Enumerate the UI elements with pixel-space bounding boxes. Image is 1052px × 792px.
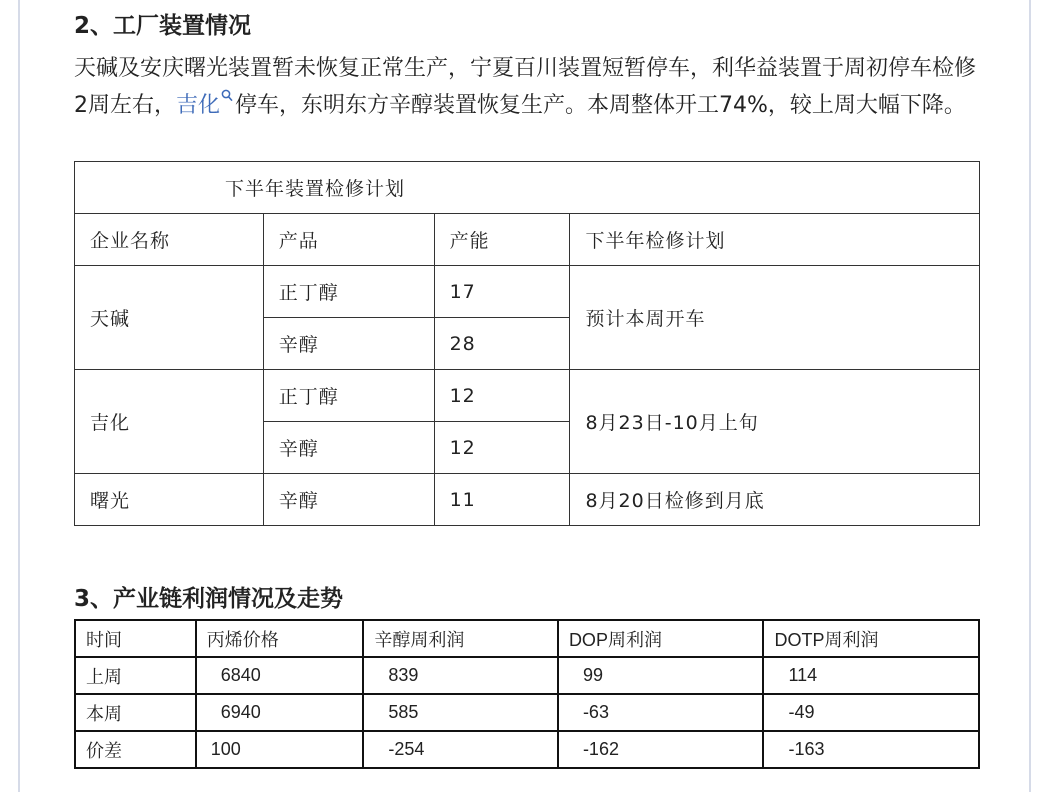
propylene-price-cell: 6940 xyxy=(196,694,364,731)
profit-table xyxy=(74,619,980,769)
capacity-cell: 17 xyxy=(434,266,570,318)
header-dop-profit: DOP周利润 xyxy=(558,620,764,657)
dop-profit-cell: -162 xyxy=(558,731,764,768)
dotp-profit-cell: -49 xyxy=(763,694,979,731)
table-header-row xyxy=(75,214,980,266)
profit-header-row xyxy=(75,620,979,657)
plan-cell: 8月20日检修到月底 xyxy=(570,474,980,526)
header-dotp-profit: DOTP周利润 xyxy=(763,620,979,657)
jihua-link[interactable]: 吉化 xyxy=(176,93,221,118)
search-icon[interactable] xyxy=(221,87,235,105)
header-propylene-price: 丙烯价格 xyxy=(196,620,364,657)
header-time: 时间 xyxy=(75,620,196,657)
product-cell: 正丁醇 xyxy=(263,266,434,318)
propylene-price-cell: 100 xyxy=(196,731,364,768)
table-row xyxy=(75,266,980,318)
capacity-cell: 28 xyxy=(434,318,570,370)
octanol-profit-cell: -254 xyxy=(363,731,558,768)
table-row xyxy=(75,657,979,694)
table-caption: 下半年装置检修计划 xyxy=(75,162,980,214)
left-border-line xyxy=(18,0,20,792)
product-cell: 辛醇 xyxy=(263,318,434,370)
plan-cell: 预计本周开车 xyxy=(570,266,980,370)
octanol-profit-cell: 585 xyxy=(363,694,558,731)
dotp-profit-cell: 114 xyxy=(763,657,979,694)
plan-cell: 8月23日-10月上旬 xyxy=(570,370,980,474)
octanol-profit-cell: 839 xyxy=(363,657,558,694)
company-cell: 曙光 xyxy=(75,474,264,526)
section-3-title: 3、产业链利润情况及走势 xyxy=(74,586,344,612)
dop-profit-cell: -63 xyxy=(558,694,764,731)
product-cell: 正丁醇 xyxy=(263,370,434,422)
table-row xyxy=(75,370,980,422)
paragraph-text-2: 停车，东明东方辛醇装置恢复生产。本周整体开工74%，较上周大幅下降。 xyxy=(235,93,966,118)
section-2-title: 2、工厂装置情况 xyxy=(74,13,252,39)
right-border-line xyxy=(1029,0,1031,792)
header-company: 企业名称 xyxy=(75,214,264,266)
time-cell: 本周 xyxy=(75,694,196,731)
company-cell: 天碱 xyxy=(75,266,264,370)
dotp-profit-cell: -163 xyxy=(763,731,979,768)
header-plan: 下半年检修计划 xyxy=(570,214,980,266)
header-product: 产品 xyxy=(263,214,434,266)
propylene-price-cell: 6840 xyxy=(196,657,364,694)
time-cell: 上周 xyxy=(75,657,196,694)
table-row xyxy=(75,474,980,526)
capacity-cell: 12 xyxy=(434,422,570,474)
capacity-cell: 11 xyxy=(434,474,570,526)
product-cell: 辛醇 xyxy=(263,474,434,526)
table-row xyxy=(75,694,979,731)
company-cell: 吉化 xyxy=(75,370,264,474)
dop-profit-cell: 99 xyxy=(558,657,764,694)
maintenance-plan-table xyxy=(74,161,980,526)
header-capacity: 产能 xyxy=(434,214,570,266)
product-cell: 辛醇 xyxy=(263,422,434,474)
table-row xyxy=(75,731,979,768)
paragraph-text-1: 天碱及安庆曙光装置暂未恢复正常生产，宁夏百川装置短暂停车，利华益装置于周初停车检修2周左右， xyxy=(74,56,977,118)
section-2-paragraph xyxy=(74,50,980,124)
time-cell: 价差 xyxy=(75,731,196,768)
header-octanol-profit: 辛醇周利润 xyxy=(363,620,558,657)
table-caption-row xyxy=(75,162,980,214)
capacity-cell: 12 xyxy=(434,370,570,422)
